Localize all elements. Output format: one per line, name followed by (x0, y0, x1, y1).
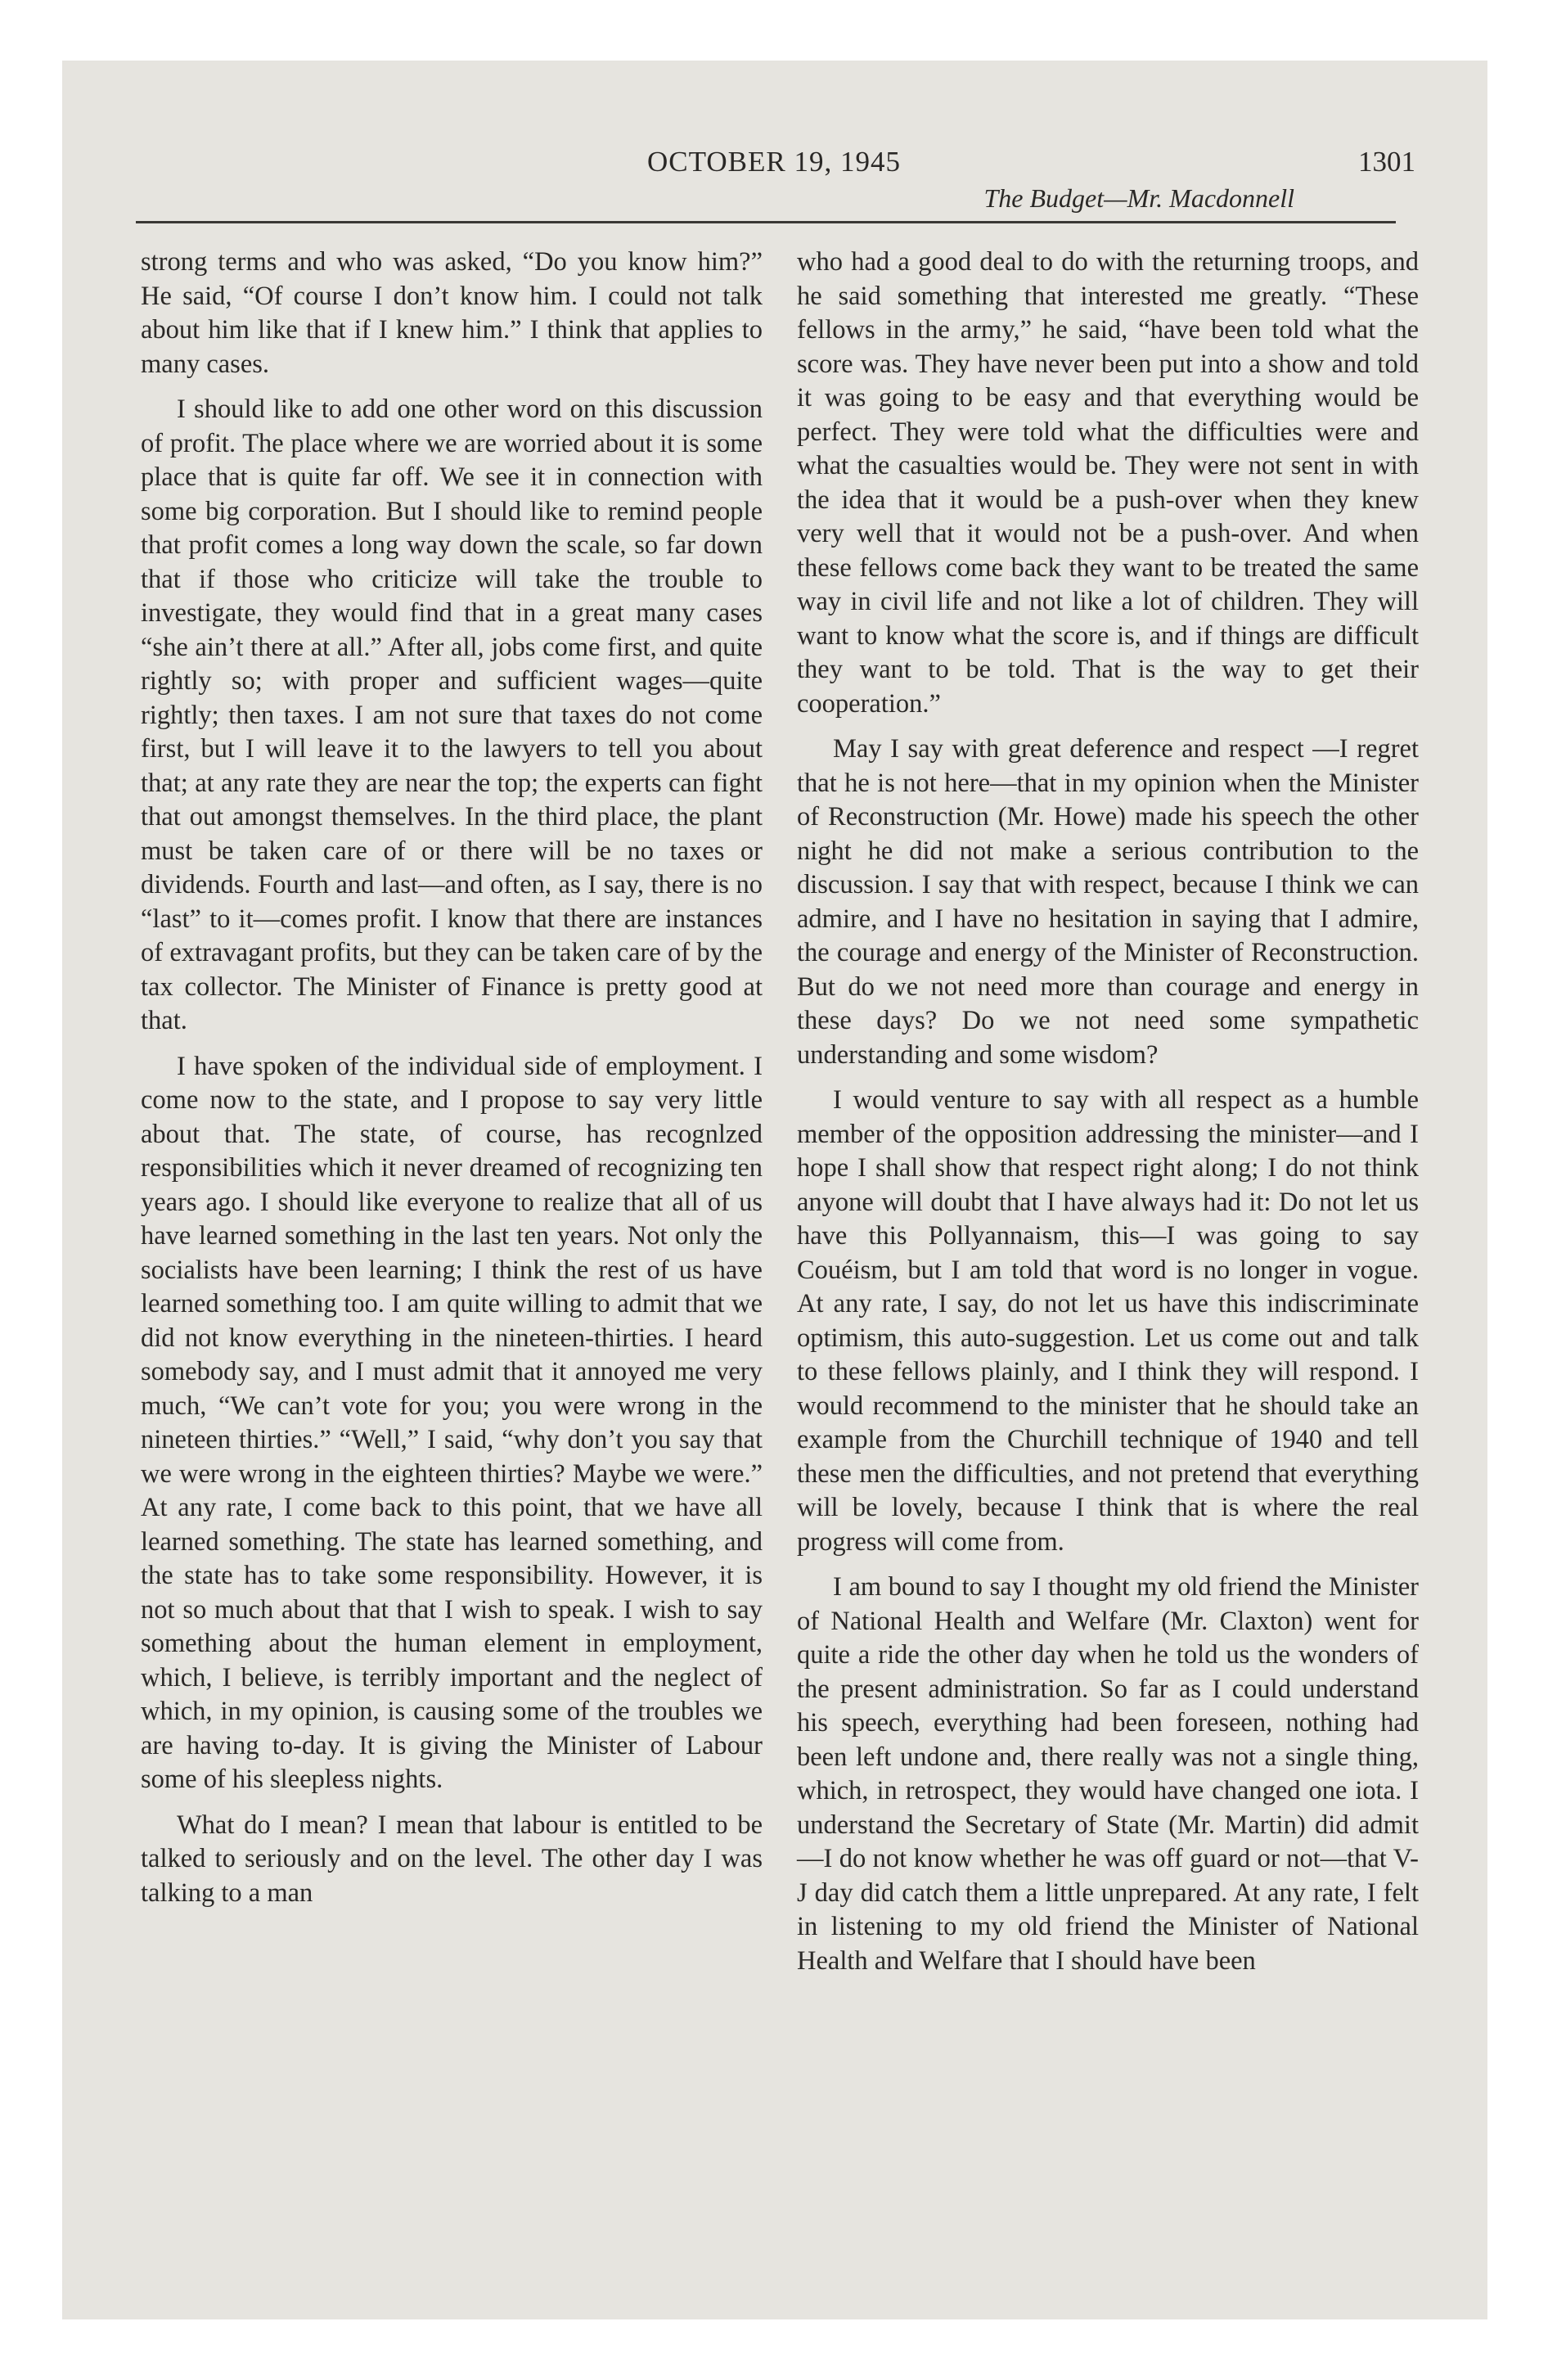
header-rule (136, 221, 1396, 223)
paragraph: I should like to add one other word on this discussion of profit. The place where we are worried about it is some place that is quite far off. We see it in connection with some big corporation. But I should like to remind people that profit comes a long way down the scale, so far down that if those who criticize will take the trouble to investigate, they would find that in a great many cases “she ain’t there at all.” After all, jobs come first, and quite rightly so; with proper and sufficient wages—quite rightly; then taxes. I am not sure that taxes do not come first, but I will leave it to the lawyers to tell you about that; at any rate they are near the top; the experts can fight that out amongst themselves. In the third place, the plant must be taken care of or there will be no taxes or dividends. Fourth and last—and often, as I say, there is no “last” to it—comes profit. I know that there are instances of extravagant profits, but they can be taken care of by the tax collector. The Minister of Finance is pretty good at that. (141, 394, 763, 1035)
right-column (797, 246, 1419, 1990)
paragraph: I would venture to say with all respect as a humble member of the opposition addressing the minister—and I hope I shall show that respect right along; I do not think anyone will doubt that I have always had it: Do not let us have this Pollyannaism, this—I was going to say Couéism, but I am told that word is no longer in vogue. At any rate, I say, do not let us have this indiscriminate optimism, this auto-suggestion. Let us come out and talk to these fellows plainly, and I think they will respond. I would recommend to the minister that he should take an example from the Churchill technique of 1940 and tell these men the difficulties, and not pretend that everything will be lovely, because I think that is where the real progress will come from. (797, 1085, 1419, 1557)
paragraph: I have spoken of the individual side of employment. I come now to the state, and I propose to say very little about that. The state, of course, has recognlzed responsibilities which it never dreamed of recognizing ten years ago. I should like everyone to realize that all of us have learned something in the last ten years. Not only the socialists have been learning; I think the rest of us have learned something too. I am quite willing to admit that we did not know everything in the nineteen-thirties. I heard somebody say, and I must admit that it annoyed me very much, “We can’t vote for you; you were wrong in the nineteen thirties.” “Well,” I said, “why don’t you say that we were wrong in the eighteen thirties? Maybe we were.” At any rate, I come back to this point, that we have all learned something. The state has learned something, and the state has to take some responsibility. However, it is not so much about that that I wish to speak. I wish to say something about the human element in employment, which, I believe, is terribly important and the neglect of which, in my opinion, is causing some of the troubles we are having to-day. It is giving the Minister of Labour some of his sleepless nights. (141, 1051, 763, 1794)
page-number: 1301 (1358, 146, 1415, 178)
paragraph: May I say with great deference and respect —I regret that he is not here—that in my opinion when the Minister of Reconstruction (Mr. Howe) made his speech the other night he did not make a serious contribution to the discussion. I say that with respect, because I think we can admire, and I have no hesitation in saying that I admire, the courage and energy of the Minister of Reconstruction. But do we not need more than courage and energy in these days? Do we not need some sympathetic understanding and some wisdom? (797, 734, 1419, 1070)
paragraph: I am bound to say I thought my old friend the Minister of National Health and Welfare (Mr. Claxton) went for quite a ride the other day when he told us the wonders of the present administration. So far as I could understand his speech, everything had been foreseen, nothing had been left undone and, there really was not a single thing, which, in retrospect, they would have changed one iota. I understand the Secretary of State (Mr. Martin) did admit—I do not know whether he was off guard or not—that V-J day did catch them a little unprepared. At any rate, I felt in listening to my old friend the Minister of National Health and Welfare that I should have been (797, 1572, 1419, 1976)
paragraph: strong terms and who was asked, “Do you know him?” He said, “Of course I don’t know him. I could not talk about him like that if I knew him.” I think that applies to many cases. (141, 247, 763, 379)
paragraph: who had a good deal to do with the returning troops, and he said something that interested me greatly. “These fellows in the army,” he said, “have been told what the score was. They have never been put into a show and told it was going to be easy and that everything would be perfect. They were told what the difficulties were and what the casualties would be. They were not sent in with the idea that it would be a push-over when they knew very well that it would not be a push-over. And when these fellows come back they want to be treated the same way in civil life and not like a lot of children. They will want to know what the score is, and if things are difficult they want to be told. That is the way to get their cooperation.” (797, 247, 1419, 719)
running-subtitle: The Budget—Mr. Macdonnell (983, 183, 1294, 213)
left-column (141, 246, 763, 1922)
header-date: OCTOBER 19, 1945 (647, 146, 901, 178)
paragraph: What do I mean? I mean that labour is entitled to be talked to seriously and on the level. The other day I was talking to a man (141, 1810, 763, 1908)
